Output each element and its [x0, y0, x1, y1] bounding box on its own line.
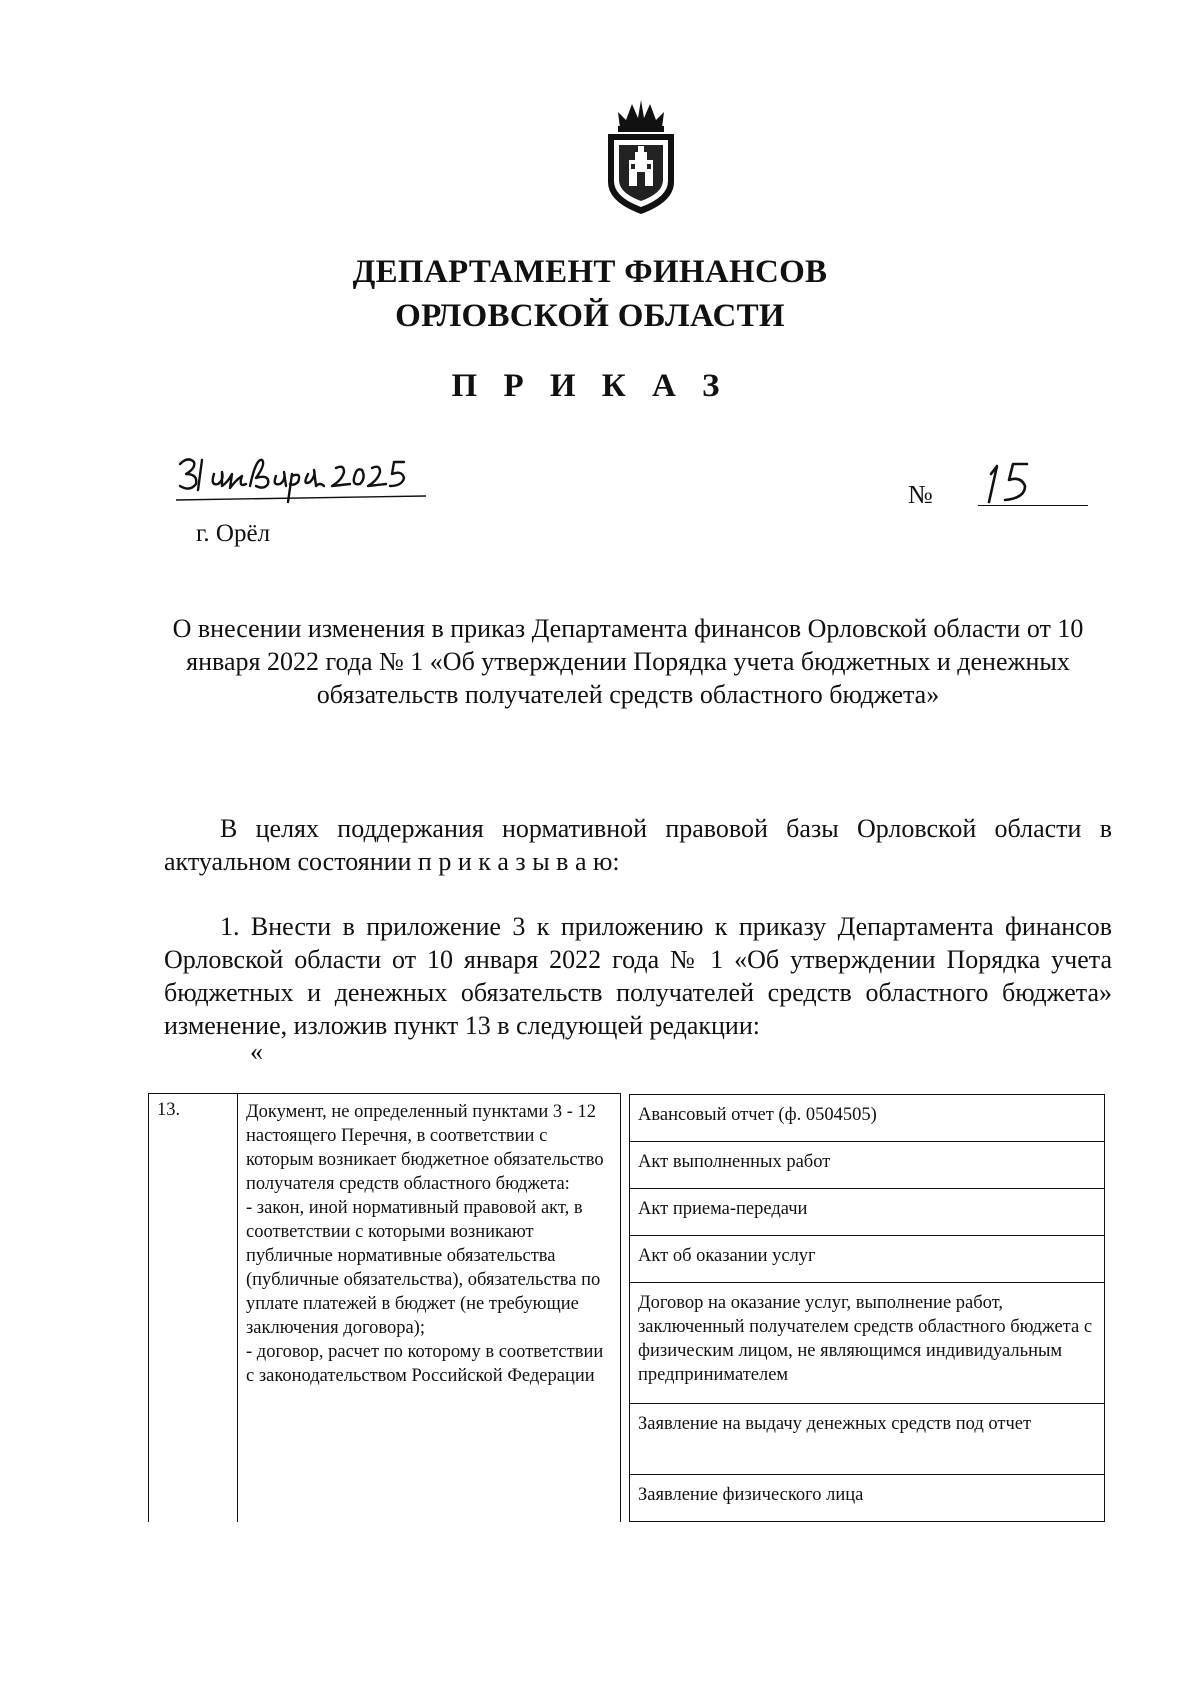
preamble-paragraph — [164, 812, 1112, 878]
order-title: П Р И К А З — [451, 368, 729, 404]
list-item: Акт приема-передачи — [630, 1188, 1104, 1235]
handwritten-date — [176, 452, 436, 512]
preamble-text: В целях поддержания нормативной правовой базы Орловской области в актуальном состоянии п р и к а з ы в а ю: — [164, 814, 1112, 876]
table-row — [149, 1094, 1106, 1522]
city: г. Орёл — [196, 520, 271, 547]
row-number-cell — [149, 1094, 238, 1522]
amendment-table — [148, 1093, 1105, 1522]
row-number: 13. — [157, 1100, 181, 1120]
department-title — [300, 250, 880, 338]
description-cell — [238, 1094, 621, 1522]
order-number-underline — [978, 505, 1088, 506]
description-text: Документ, не определенный пунктами 3 - 12 настоящего Перечня, в соответствии с которым возникает бюджетное обязательство получателя средств областного бюджета: - закон, иной нормативный правовой акт, в соответствии с которыми возникают публичные нормативные обязательства (публичные обязательства), обязательства по уплате платежей в бюджет (не требующие заключения договора); - договор, расчет по которому в соответствии с законодательством Российской Федерации — [246, 1102, 604, 1386]
list-item: Авансовый отчет (ф. 0504505) — [630, 1094, 1104, 1141]
document-subject: О внесении изменения в приказ Департамента финансов Орловской области от 10 января 2022 года № 1 «Об утверждении Порядка учета бюджетных и денежных обязательств получателей средств областного бюджета» — [172, 614, 1084, 709]
documents-cell — [621, 1094, 1106, 1522]
documents-list — [629, 1094, 1105, 1522]
list-item: Заявление физического лица — [630, 1474, 1104, 1521]
list-item: Заявление на выдачу денежных средств под отчет — [630, 1403, 1104, 1474]
handwritten-order-number — [975, 456, 1075, 512]
list-item: Акт об оказании услуг — [630, 1235, 1104, 1282]
order-number-label: № — [908, 480, 933, 509]
opening-quote: « — [250, 1037, 263, 1066]
list-item: Акт выполненных работ — [630, 1141, 1104, 1188]
item-1-text: 1. Внести в приложение 3 к приложению к приказу Департамента финансов Орловской области от 10 января 2022 года № 1 «Об утверждении Порядка учета бюджетных и денежных обязательств получателей средств областного бюджета» изменение, изложив пункт 13 в следующей редакции: — [164, 912, 1112, 1040]
coat-of-arms-icon — [598, 98, 684, 216]
department-title-line1: ДЕПАРТАМЕНТ ФИНАНСОВ — [352, 254, 828, 290]
item-1-paragraph — [164, 910, 1112, 1042]
list-item: Договор на оказание услуг, выполнение работ, заключенный получателем средств областного бюджета с физическим лицом, не являющимся индивидуальным предпринимателем — [630, 1282, 1104, 1403]
department-title-line2: ОРЛОВСКОЙ ОБЛАСТИ — [395, 298, 785, 334]
